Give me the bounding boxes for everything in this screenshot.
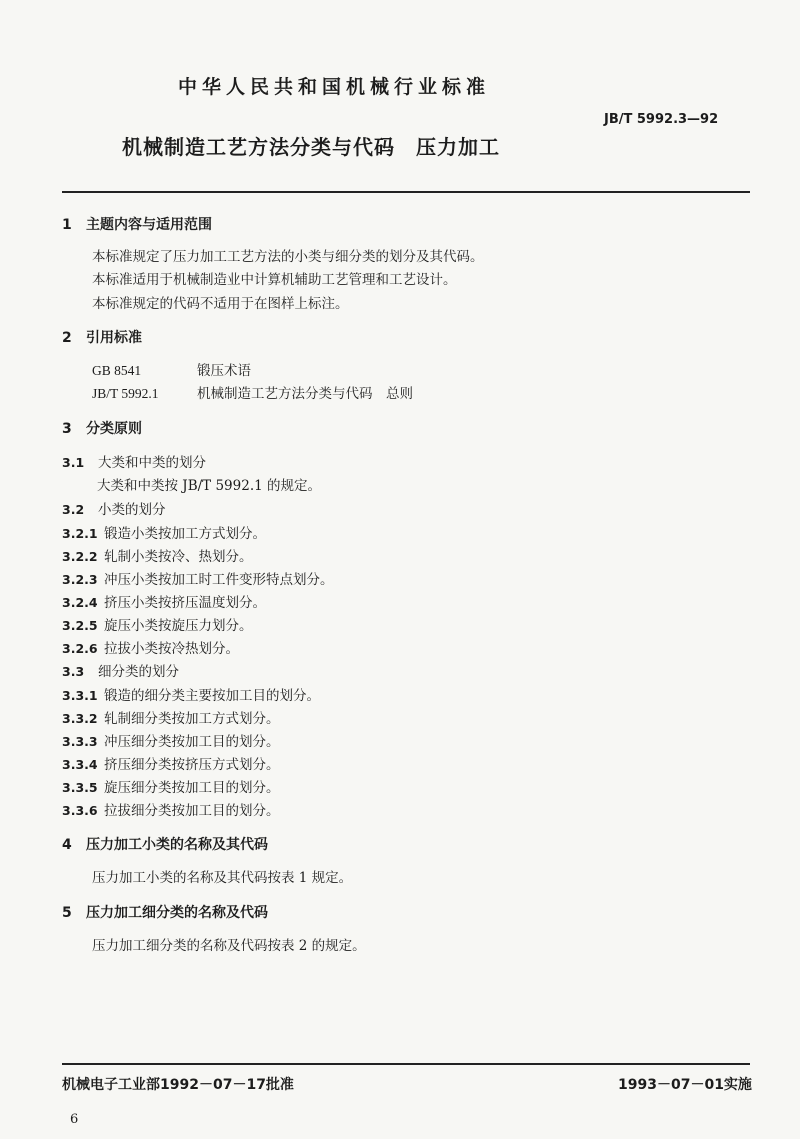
- section-number: 3: [62, 421, 72, 437]
- document-title: 机械制造工艺方法分类与代码 压力加工: [122, 135, 500, 159]
- standard-number: JB/T 5992.3—92: [604, 112, 719, 127]
- section-4-heading: [62, 834, 268, 854]
- clause-number: 3.3.4: [62, 757, 98, 772]
- standard-category: 中华人民共和国机械行业标准: [178, 76, 491, 98]
- clause: [62, 799, 280, 819]
- section-1-heading: [62, 214, 212, 234]
- clause-number: 3.2.6: [62, 641, 98, 656]
- clause-number: 3.2.4: [62, 595, 98, 610]
- paragraph: 本标准规定了压力加工工艺方法的小类与细分类的划分及其代码。: [92, 249, 484, 265]
- clause: [62, 614, 253, 634]
- paragraph: 压力加工细分类的名称及代码按表 2 的规定。: [92, 938, 366, 954]
- clause-number: 3.3.6: [62, 803, 98, 818]
- section-number: 1: [62, 217, 72, 233]
- clause: [62, 660, 179, 680]
- reference-code: JB/T 5992.1: [92, 386, 159, 401]
- reference-name: 锻压术语: [197, 363, 251, 379]
- clause-text: 冲压细分类按加工目的划分。: [104, 734, 280, 750]
- clause-text: 拉拔细分类按加工目的划分。: [104, 803, 280, 819]
- clause: [62, 753, 280, 773]
- section-title: 压力加工细分类的名称及代码: [86, 905, 268, 921]
- clause-text: 旋压细分类按加工目的划分。: [104, 780, 280, 796]
- clause-text: 拉拔小类按冷热划分。: [104, 641, 239, 657]
- reference-row: [92, 382, 413, 402]
- section-5-heading: [62, 902, 268, 922]
- clause-text: 挤压细分类按挤压方式划分。: [104, 757, 280, 773]
- section-number: 4: [62, 837, 72, 853]
- clause-number: 3.2.2: [62, 549, 98, 564]
- clause-number: 3.3: [62, 664, 85, 679]
- section-title: 主题内容与适用范围: [86, 217, 212, 233]
- paragraph: 本标准适用于机械制造业中计算机辅助工艺管理和工艺设计。: [92, 272, 457, 288]
- clause-text: 大类和中类的划分: [98, 455, 206, 471]
- clause: [62, 776, 280, 796]
- clause-number: 3.3.1: [62, 688, 98, 703]
- clause: [62, 707, 280, 727]
- clause-number: 3.2: [62, 502, 85, 517]
- clause: [62, 522, 266, 542]
- clause-text: 冲压小类按加工时工件变形特点划分。: [104, 572, 334, 588]
- section-2-heading: [62, 327, 142, 347]
- clause-number: 3.2.1: [62, 526, 98, 541]
- reference-code: GB 8541: [92, 363, 142, 378]
- clause: [62, 684, 320, 704]
- clause: [62, 568, 334, 588]
- clause-number: 3.3.5: [62, 780, 98, 795]
- clause-text: 细分类的划分: [98, 664, 179, 680]
- clause-text: 轧制细分类按加工方式划分。: [104, 711, 280, 727]
- clause-number: 3.2.5: [62, 618, 98, 633]
- section-number: 5: [62, 905, 72, 921]
- footer-rule: [62, 1063, 750, 1065]
- clause-number: 3.3.2: [62, 711, 98, 726]
- clause-text: 锻造小类按加工方式划分。: [104, 526, 266, 542]
- clause-text: 小类的划分: [98, 502, 166, 518]
- section-number: 2: [62, 330, 72, 346]
- reference-row: [92, 359, 251, 379]
- section-title: 压力加工小类的名称及其代码: [86, 837, 268, 853]
- clause-text: 挤压小类按挤压温度划分。: [104, 595, 266, 611]
- clause-text: 旋压小类按旋压力划分。: [104, 618, 253, 634]
- header-rule: [62, 191, 750, 193]
- paragraph: 压力加工小类的名称及其代码按表 1 规定。: [92, 870, 353, 886]
- paragraph: 本标准规定的代码不适用于在图样上标注。: [92, 296, 349, 312]
- clause: [62, 498, 166, 518]
- clause: [62, 545, 253, 565]
- clause-number: 3.3.3: [62, 734, 98, 749]
- clause-body: 大类和中类按 JB/T 5992.1 的规定。: [97, 478, 321, 494]
- clause: [62, 451, 206, 471]
- clause: [62, 730, 280, 750]
- clause-number: 3.2.3: [62, 572, 98, 587]
- approval-line: 机械电子工业部1992－07－17批准: [62, 1077, 294, 1093]
- reference-name: 机械制造工艺方法分类与代码 总则: [197, 386, 413, 402]
- clause-text: 轧制小类按冷、热划分。: [104, 549, 253, 565]
- clause: [62, 591, 266, 611]
- page-number: 6: [70, 1112, 79, 1127]
- section-3-heading: [62, 418, 142, 438]
- clause-number: 3.1: [62, 455, 85, 470]
- clause-text: 锻造的细分类主要按加工目的划分。: [104, 688, 320, 704]
- section-title: 分类原则: [86, 421, 142, 437]
- section-title: 引用标准: [86, 330, 142, 346]
- effective-date: 1993－07－01实施: [618, 1077, 752, 1093]
- clause: [62, 637, 239, 657]
